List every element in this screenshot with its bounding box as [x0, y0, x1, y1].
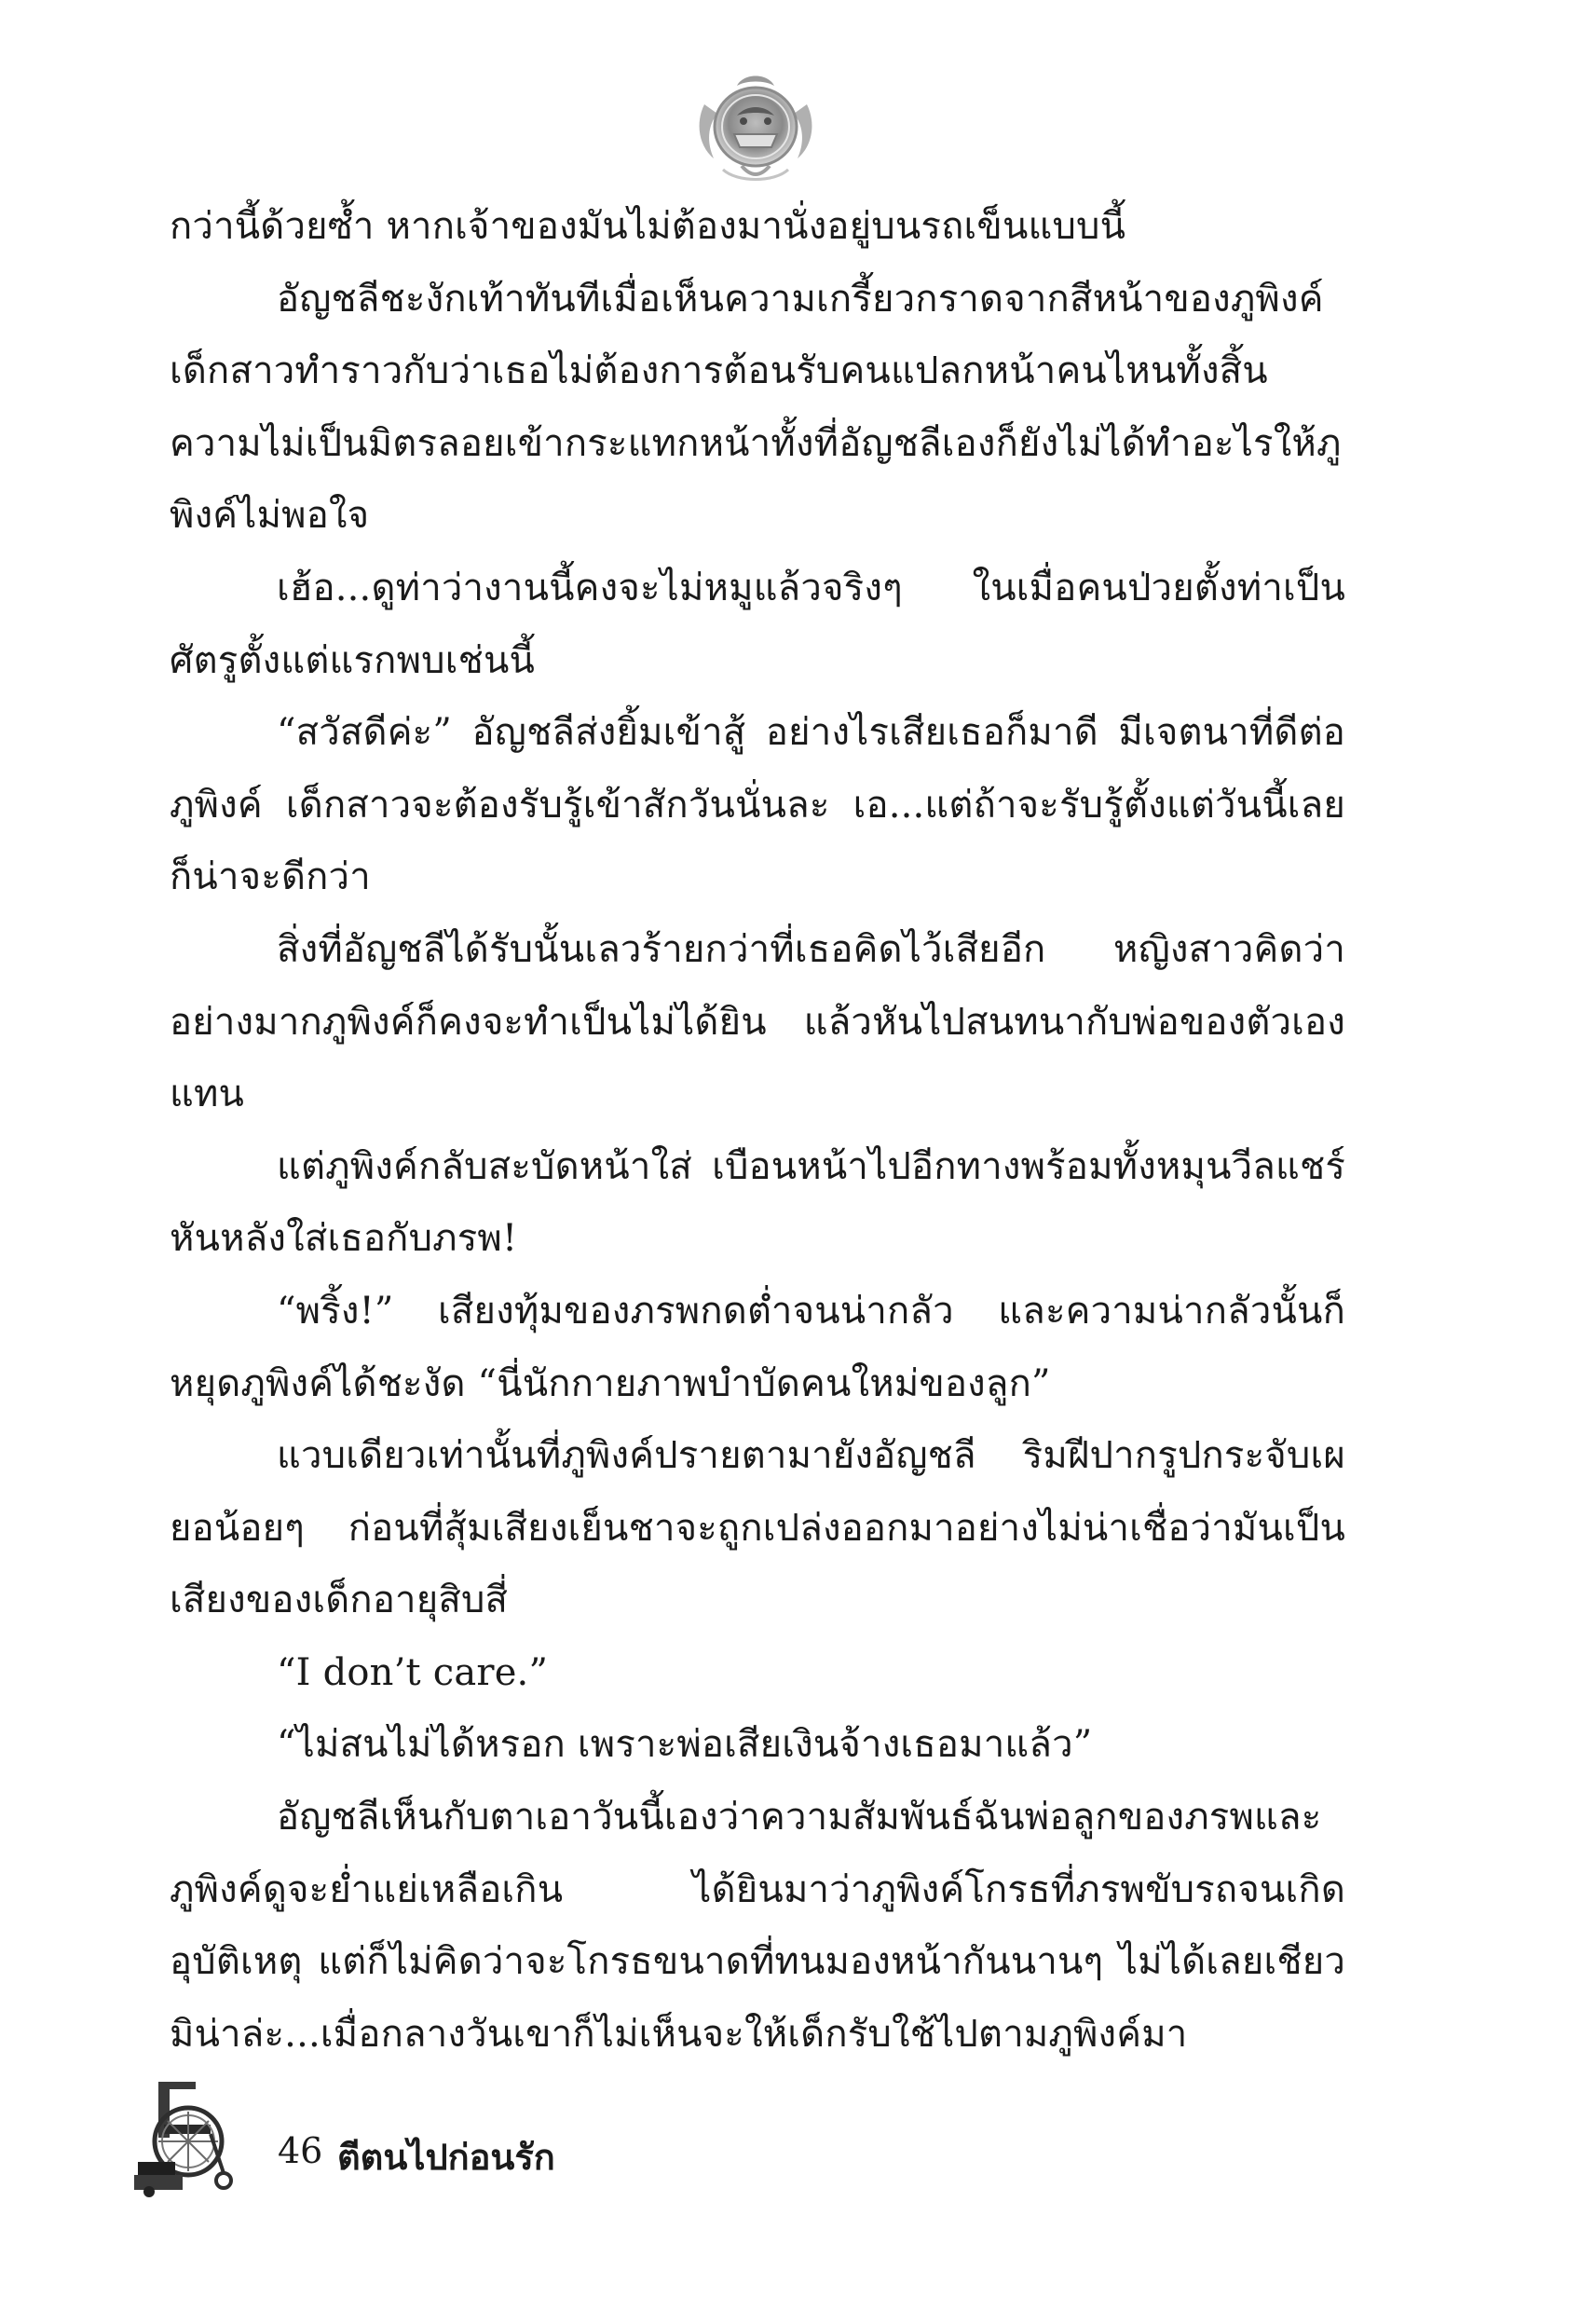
paragraph-6: แต่ภูพิงค์กลับสะบัดหน้าใส่ เบือนหน้าไปอีกทางพร้อมทั้งหมุนวีลแชร์หันหลังใส่เธอกับภรพ!: [170, 1144, 1345, 1261]
paragraph-1: กว่านี้ด้วยซ้ำ หากเจ้าของมันไม่ต้องมานั่งอยู่บนรถเข็นแบบนี้: [170, 205, 1126, 248]
page-number: 46: [278, 2130, 323, 2171]
ornamental-crest-logo: [686, 67, 825, 188]
page-footer: [130, 2069, 783, 2218]
paragraph-8: แวบเดียวเท่านั้นที่ภูพิงค์ปรายตามายังอัญชลี ริมฝีปากรูปกระจับเผยอน้อยๆ ก่อนที่สุ้มเสียงเย็นชาจะถูกเปล่งออกมาอย่างไม่น่าเชื่อว่ามันเป็นเสียงของเด็กอายุสิบสี่: [170, 1434, 1345, 1622]
book-title: ตีตนไปก่อนรัก: [337, 2137, 555, 2178]
paragraph-3: เฮ้อ...ดูท่าว่างานนี้คงจะไม่หมูแล้วจริงๆ ในเมื่อคนป่วยตั้งท่าเป็นศัตรูตั้งแต่แรกพบเช่นนี้: [170, 566, 1345, 682]
paragraph-4: “สวัสดีค่ะ” อัญชลีส่งยิ้มเข้าสู้ อย่างไรเสียเธอก็มาดี มีเจตนาที่ดีต่อภูพิงค์ เด็กสาวจะต้องรับรู้เข้าสักวันนั่นละ เอ...แต่ถ้าจะรับรู้ตั้งแต่วันนี้เลยก็น่าจะดีกว่า: [170, 711, 1345, 899]
wheelchair-icon: [130, 2069, 242, 2199]
paragraph-2: อัญชลีชะงักเท้าทันทีเมื่อเห็นความเกรี้ยวกราดจากสีหน้าของภูพิงค์ เด็กสาวทำราวกับว่าเธอไม่ต้องการต้อนรับคนแปลกหน้าคนไหนทั้งสิ้น ความไม่เป็นมิตรลอยเข้ากระแทกหน้าทั้งที่อัญชลีเองก็ยังไม่ได้ทำอะไรให้ภูพิงค์ไม่พอใจ: [170, 277, 1342, 538]
paragraph-11: อัญชลีเห็นกับตาเอาวันนี้เองว่าความสัมพันธ์ฉันพ่อลูกของภรพและภูพิงค์ดูจะย่ำแย่เหลือเกิน ได้ยินมาว่าภูพิงค์โกรธที่ภรพขับรถจนเกิดอุบัติเหตุ แต่ก็ไม่คิดว่าจะโกรธขนาดที่ทนมองหน้ากันนานๆ ไม่ได้เลยเชียว มิน่าล่ะ...เมื่อกลางวันเขาก็ไม่เห็นจะให้เด็กรับใช้ไปตามภูพิงค์มา: [170, 1796, 1345, 2056]
paragraph-7: “พริ้ง!” เสียงทุ้มของภรพกดต่ำจนน่ากลัว และความน่ากลัวนั้นก็หยุดภูพิงค์ได้ชะงัด “นี่นักกายภาพบำบัดคนใหม่ของลูก”: [170, 1289, 1345, 1405]
body-text: [170, 191, 1345, 2071]
paragraph-9: “I don’t care.”: [277, 1650, 549, 1694]
paragraph-10: “ไม่สนไม่ได้หรอก เพราะพ่อเสียเงินจ้างเธอมาแล้ว”: [277, 1723, 1093, 1767]
paragraph-5: สิ่งที่อัญชลีได้รับนั้นเลวร้ายกว่าที่เธอคิดไว้เสียอีก หญิงสาวคิดว่าอย่างมากภูพิงค์ก็คงจะทำเป็นไม่ได้ยิน แล้วหันไปสนทนากับพ่อของตัวเองแทน: [170, 927, 1345, 1116]
